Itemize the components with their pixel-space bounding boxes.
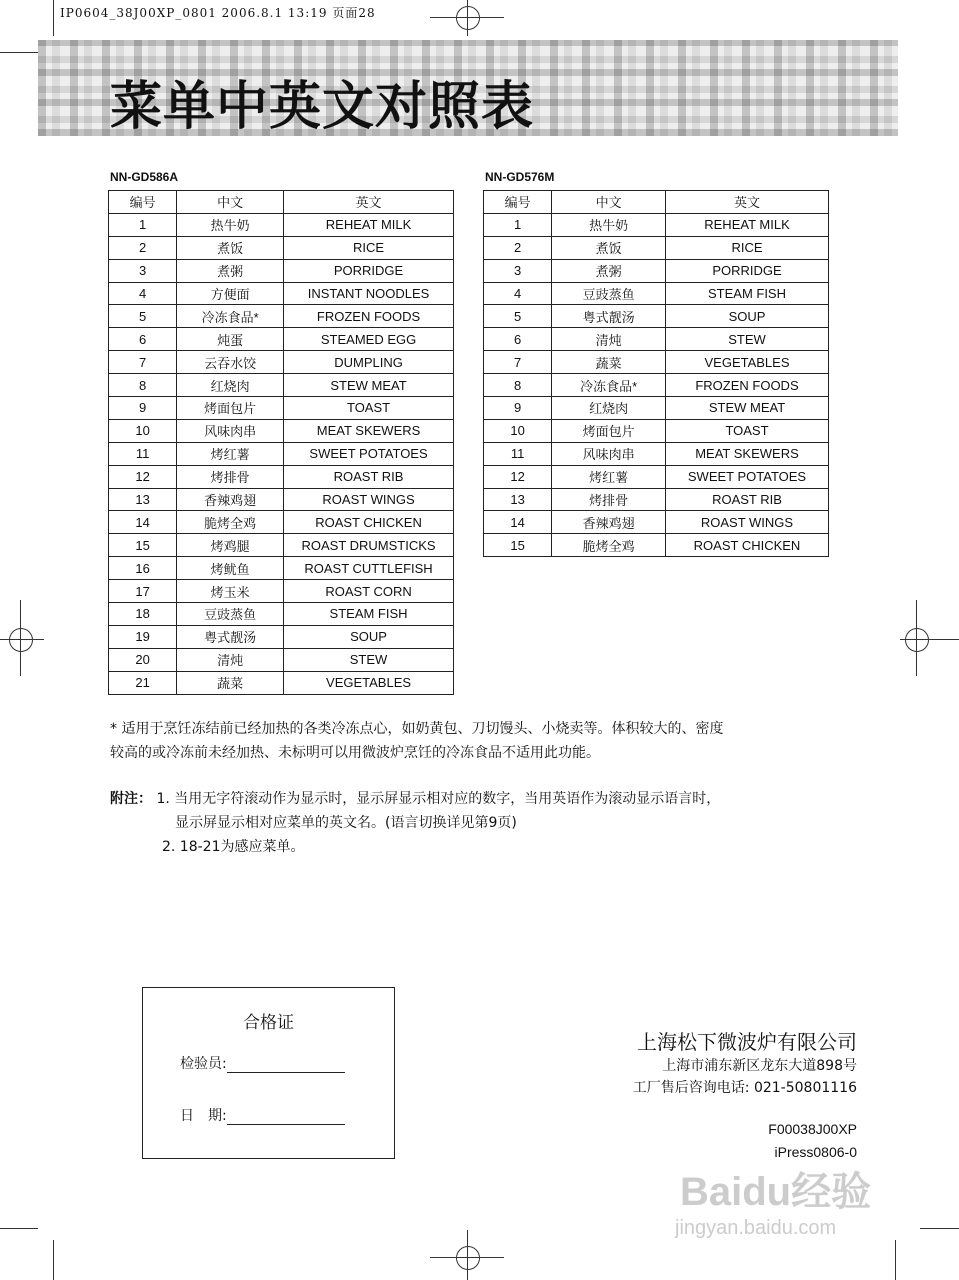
english-cell: PORRIDGE [284, 259, 454, 282]
left-menu-table [108, 190, 454, 695]
table-row [484, 442, 829, 465]
table-row [109, 259, 454, 282]
table-row [484, 534, 829, 557]
table-row [484, 236, 829, 259]
english-cell: VEGETABLES [665, 351, 828, 374]
chinese-cell: 红烧肉 [552, 397, 666, 420]
chinese-cell: 烤鱿鱼 [177, 557, 284, 580]
number-cell: 18 [109, 603, 177, 626]
baidu-watermark [675, 1160, 872, 1240]
english-cell: VEGETABLES [284, 671, 454, 694]
english-cell: ROAST CHICKEN [665, 534, 828, 557]
table-row [109, 397, 454, 420]
chinese-cell: 方便面 [177, 282, 284, 305]
english-cell: 英文 [284, 191, 454, 214]
table-row [109, 305, 454, 328]
number-cell: 4 [484, 282, 552, 305]
table-header-row [109, 191, 454, 214]
number-cell: 12 [484, 465, 552, 488]
chinese-cell: 烤面包片 [552, 419, 666, 442]
number-cell: 17 [109, 580, 177, 603]
number-cell: 7 [109, 351, 177, 374]
table-row [484, 419, 829, 442]
watermark-logo: Baidu经验 [680, 1170, 872, 1214]
number-cell: 21 [109, 671, 177, 694]
chinese-cell: 煮粥 [552, 259, 666, 282]
number-cell: 14 [109, 511, 177, 534]
number-cell: 20 [109, 648, 177, 671]
chinese-cell: 炖蛋 [177, 328, 284, 351]
chinese-cell: 蔬菜 [552, 351, 666, 374]
chinese-cell: 香辣鸡翅 [177, 488, 284, 511]
chinese-cell: 烤排骨 [552, 488, 666, 511]
table-row [109, 557, 454, 580]
chinese-cell: 风味肉串 [552, 442, 666, 465]
english-cell: SOUP [284, 625, 454, 648]
number-cell: 9 [109, 397, 177, 420]
number-cell: 6 [484, 328, 552, 351]
english-cell: ROAST WINGS [665, 511, 828, 534]
english-cell: STEAM FISH [284, 603, 454, 626]
chinese-cell: 豆豉蒸鱼 [552, 282, 666, 305]
table-row [109, 419, 454, 442]
number-cell: 14 [484, 511, 552, 534]
table-row [109, 648, 454, 671]
english-cell: STEW [665, 328, 828, 351]
number-cell: 19 [109, 625, 177, 648]
english-cell: MEAT SKEWERS [284, 419, 454, 442]
english-cell: MEAT SKEWERS [665, 442, 828, 465]
notes-label: 附注： [110, 791, 152, 807]
table-row [484, 213, 829, 236]
note-1: 1. 当用无字符滚动作为显示时，显示屏显示相对应的数字，当用英语作为滚动显示语言时， [156, 791, 721, 807]
chinese-cell: 冷冻食品* [177, 305, 284, 328]
number-cell: 11 [484, 442, 552, 465]
number-cell: 13 [109, 488, 177, 511]
table-row [484, 305, 829, 328]
english-cell: FROZEN FOODS [284, 305, 454, 328]
right-menu-table [483, 190, 829, 557]
table-row [109, 603, 454, 626]
number-cell: 16 [109, 557, 177, 580]
company-name: 上海松下微波炉有限公司 [637, 1030, 857, 1054]
chinese-cell: 中文 [552, 191, 666, 214]
number-cell: 3 [484, 259, 552, 282]
english-cell: RICE [284, 236, 454, 259]
footnote-line: 较高的或冷冻前未经加热、未标明可以用微波炉烹饪的冷冻食品不适用此功能。 [110, 745, 600, 761]
number-cell: 5 [109, 305, 177, 328]
table-row [109, 580, 454, 603]
date-field [227, 1110, 345, 1125]
left-model-label: NN-GD586A [110, 170, 179, 184]
english-cell: SWEET POTATOES [284, 442, 454, 465]
chinese-cell: 清炖 [552, 328, 666, 351]
certificate-box [142, 987, 395, 1159]
english-cell: STEW MEAT [665, 397, 828, 420]
english-cell: INSTANT NOODLES [284, 282, 454, 305]
chinese-cell: 脆烤全鸡 [552, 534, 666, 557]
date-label: 日 期: [180, 1108, 227, 1124]
table-row [109, 511, 454, 534]
english-cell: REHEAT MILK [665, 213, 828, 236]
number-cell: 10 [484, 419, 552, 442]
number-cell: 13 [484, 488, 552, 511]
table-row [109, 213, 454, 236]
chinese-cell: 烤面包片 [177, 397, 284, 420]
english-cell: DUMPLING [284, 351, 454, 374]
number-cell: 编号 [109, 191, 177, 214]
number-cell: 2 [484, 236, 552, 259]
footnote-line: * 适用于烹饪冻结前已经加热的各类冷冻点心，如奶黄包、刀切馒头、小烧卖等。体积较大的、密度 [110, 721, 724, 737]
number-cell: 编号 [484, 191, 552, 214]
number-cell: 3 [109, 259, 177, 282]
chinese-cell: 香辣鸡翅 [552, 511, 666, 534]
number-cell: 2 [109, 236, 177, 259]
table-row [484, 259, 829, 282]
print-header: IP0604_38J00XP_0801 2006.8.1 13:19 页面28 [60, 6, 376, 20]
english-cell: TOAST [284, 397, 454, 420]
english-cell: SOUP [665, 305, 828, 328]
chinese-cell: 煮饭 [552, 236, 666, 259]
number-cell: 10 [109, 419, 177, 442]
note-2: 2. 18-21为感应菜单。 [162, 839, 305, 855]
table-row [484, 351, 829, 374]
note-1-cont: 显示屏显示相对应菜单的英文名。(语言切换详见第9页) [175, 815, 517, 831]
english-cell: ROAST WINGS [284, 488, 454, 511]
english-cell: ROAST RIB [665, 488, 828, 511]
chinese-cell: 红烧肉 [177, 374, 284, 397]
chinese-cell: 热牛奶 [177, 213, 284, 236]
product-code: F00038J00XP [768, 1121, 857, 1137]
english-cell: TOAST [665, 419, 828, 442]
right-model-label: NN-GD576M [485, 170, 555, 184]
table-row [484, 511, 829, 534]
watermark-url: jingyan.baidu.com [675, 1217, 837, 1239]
chinese-cell: 清炖 [177, 648, 284, 671]
page-title: 菜单中英文对照表 [110, 77, 535, 137]
table-header-row [484, 191, 829, 214]
chinese-cell: 豆豉蒸鱼 [177, 603, 284, 626]
number-cell: 7 [484, 351, 552, 374]
table-row [109, 442, 454, 465]
number-cell: 6 [109, 328, 177, 351]
table-row [484, 282, 829, 305]
chinese-cell: 冷冻食品* [552, 374, 666, 397]
english-cell: 英文 [665, 191, 828, 214]
table-row [109, 671, 454, 694]
english-cell: ROAST CUTTLEFISH [284, 557, 454, 580]
number-cell: 12 [109, 465, 177, 488]
number-cell: 1 [109, 213, 177, 236]
footnote [110, 717, 723, 765]
table-row [109, 351, 454, 374]
table-row [109, 328, 454, 351]
table-row [484, 328, 829, 351]
english-cell: STEAMED EGG [284, 328, 454, 351]
table-row [484, 397, 829, 420]
notes [110, 787, 720, 859]
table-row [109, 488, 454, 511]
inspector-field [227, 1058, 345, 1073]
chinese-cell: 煮粥 [177, 259, 284, 282]
number-cell: 8 [109, 374, 177, 397]
english-cell: ROAST DRUMSTICKS [284, 534, 454, 557]
table-row [484, 465, 829, 488]
company-address: 上海市浦东新区龙东大道898号 [662, 1058, 857, 1074]
english-cell: ROAST CORN [284, 580, 454, 603]
chinese-cell: 烤玉米 [177, 580, 284, 603]
number-cell: 9 [484, 397, 552, 420]
chinese-cell: 粤式靓汤 [552, 305, 666, 328]
print-code: iPress0806-0 [774, 1144, 857, 1160]
english-cell: SWEET POTATOES [665, 465, 828, 488]
table-row [109, 465, 454, 488]
chinese-cell: 煮饭 [177, 236, 284, 259]
number-cell: 8 [484, 374, 552, 397]
number-cell: 4 [109, 282, 177, 305]
english-cell: ROAST CHICKEN [284, 511, 454, 534]
english-cell: RICE [665, 236, 828, 259]
chinese-cell: 烤红薯 [552, 465, 666, 488]
english-cell: REHEAT MILK [284, 213, 454, 236]
table-row [109, 236, 454, 259]
chinese-cell: 烤红薯 [177, 442, 284, 465]
english-cell: STEAM FISH [665, 282, 828, 305]
table-row [484, 374, 829, 397]
table-row [109, 625, 454, 648]
english-cell: PORRIDGE [665, 259, 828, 282]
company-phone: 工厂售后咨询电话: 021-50801116 [632, 1080, 857, 1096]
english-cell: ROAST RIB [284, 465, 454, 488]
table-row [109, 534, 454, 557]
chinese-cell: 中文 [177, 191, 284, 214]
chinese-cell: 云吞水饺 [177, 351, 284, 374]
number-cell: 11 [109, 442, 177, 465]
table-row [109, 282, 454, 305]
english-cell: FROZEN FOODS [665, 374, 828, 397]
table-row [109, 374, 454, 397]
chinese-cell: 蔬菜 [177, 671, 284, 694]
chinese-cell: 风味肉串 [177, 419, 284, 442]
number-cell: 1 [484, 213, 552, 236]
inspector-label: 检验员: [180, 1056, 227, 1072]
chinese-cell: 烤鸡腿 [177, 534, 284, 557]
chinese-cell: 热牛奶 [552, 213, 666, 236]
number-cell: 15 [484, 534, 552, 557]
chinese-cell: 粤式靓汤 [177, 625, 284, 648]
english-cell: STEW MEAT [284, 374, 454, 397]
number-cell: 5 [484, 305, 552, 328]
english-cell: STEW [284, 648, 454, 671]
chinese-cell: 烤排骨 [177, 465, 284, 488]
table-row [484, 488, 829, 511]
certificate-title: 合格证 [243, 1013, 294, 1033]
number-cell: 15 [109, 534, 177, 557]
chinese-cell: 脆烤全鸡 [177, 511, 284, 534]
